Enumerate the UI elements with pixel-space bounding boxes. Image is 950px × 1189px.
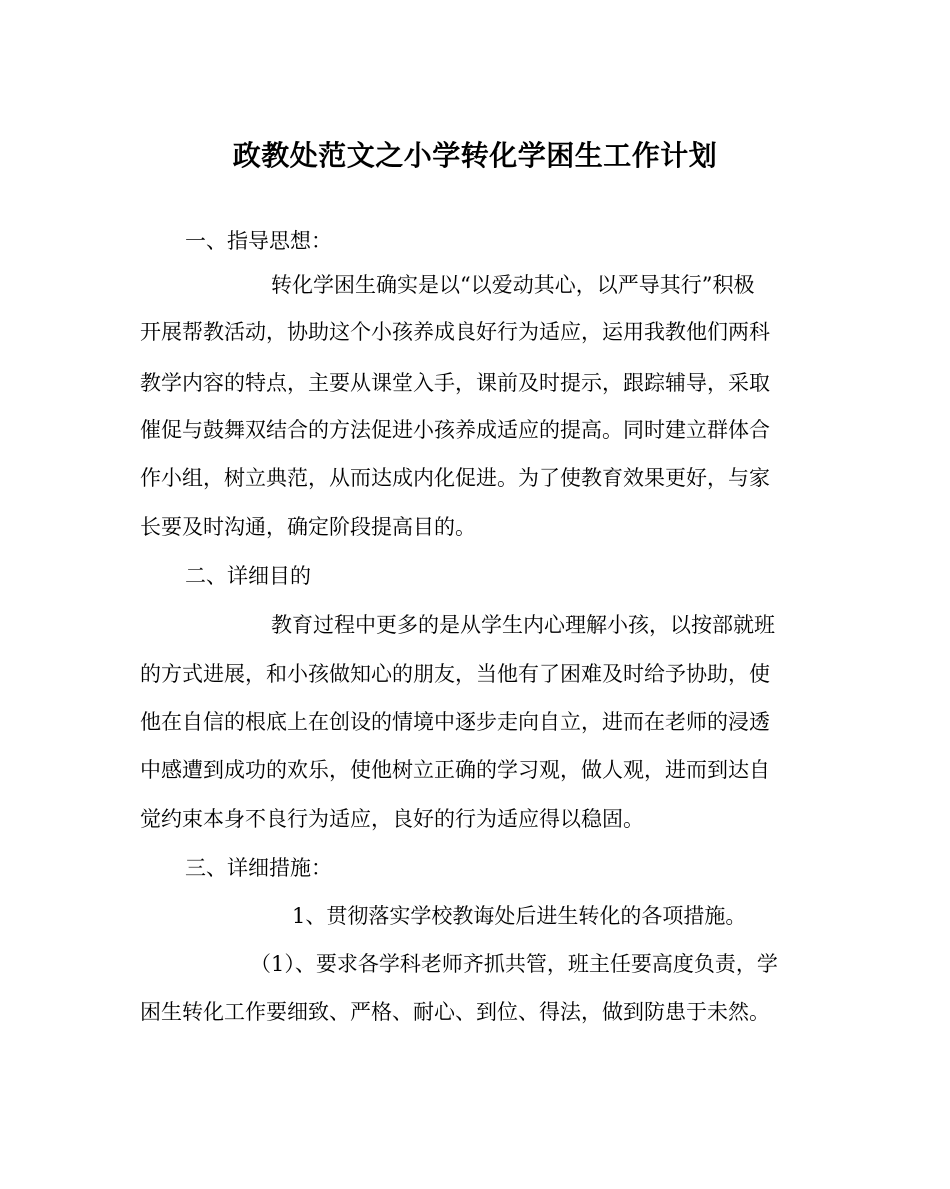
paragraph-line: 他在自信的根底上在创设的情境中逐步走向自立，进而在老师的浸透 [140, 710, 770, 734]
paragraph-line: 教育过程中更多的是从学生内心理解小孩，以按部就班 [271, 613, 775, 637]
section-heading-specific-goals: 二、详细目的 [185, 564, 311, 588]
paragraph-line: 催促与鼓舞双结合的方法促进小孩养成适应的提高。同时建立群体合 [140, 418, 770, 442]
paragraph-line: 教学内容的特点，主要从课堂入手，课前及时提示，跟踪辅导，采取 [140, 371, 770, 395]
paragraph-line: 作小组，树立典范，从而达成内化促进。为了使教育效果更好，与家 [140, 466, 770, 490]
paragraph-line: 转化学困生确实是以“以爱动其心，以严导其行”积极 [271, 273, 755, 297]
paragraph-line: 觉约束本身不良行为适应，良好的行为适应得以稳固。 [140, 807, 644, 831]
paragraph-line: 中感遭到成功的欢乐，使他树立正确的学习观，做人观，进而到达自 [140, 758, 770, 782]
paragraph-line: （1）、要求各学科老师齐抓共管，班主任要高度负责，学 [250, 952, 778, 976]
paragraph-line: 长要及时沟通，确定阶段提高目的。 [140, 515, 476, 539]
section-heading-specific-measures: 三、详细措施： [185, 856, 332, 880]
paragraph-line: 的方式进展，和小孩做知心的朋友，当他有了困难及时给予协助，使 [140, 662, 770, 686]
paragraph-line: 困生转化工作要细致、严格、耐心、到位、得法，做到防患于未然。 [140, 1000, 770, 1024]
section-heading-guiding-thought: 一、指导思想： [185, 229, 332, 253]
paragraph-line: 开展帮教活动，协助这个小孩养成良好行为适应，运用我教他们两科 [140, 320, 770, 344]
list-item: 1、贯彻落实学校教诲处后进生转化的各项措施。 [292, 904, 747, 928]
document-title: 政教处范文之小学转化学困生工作计划 [232, 139, 718, 172]
